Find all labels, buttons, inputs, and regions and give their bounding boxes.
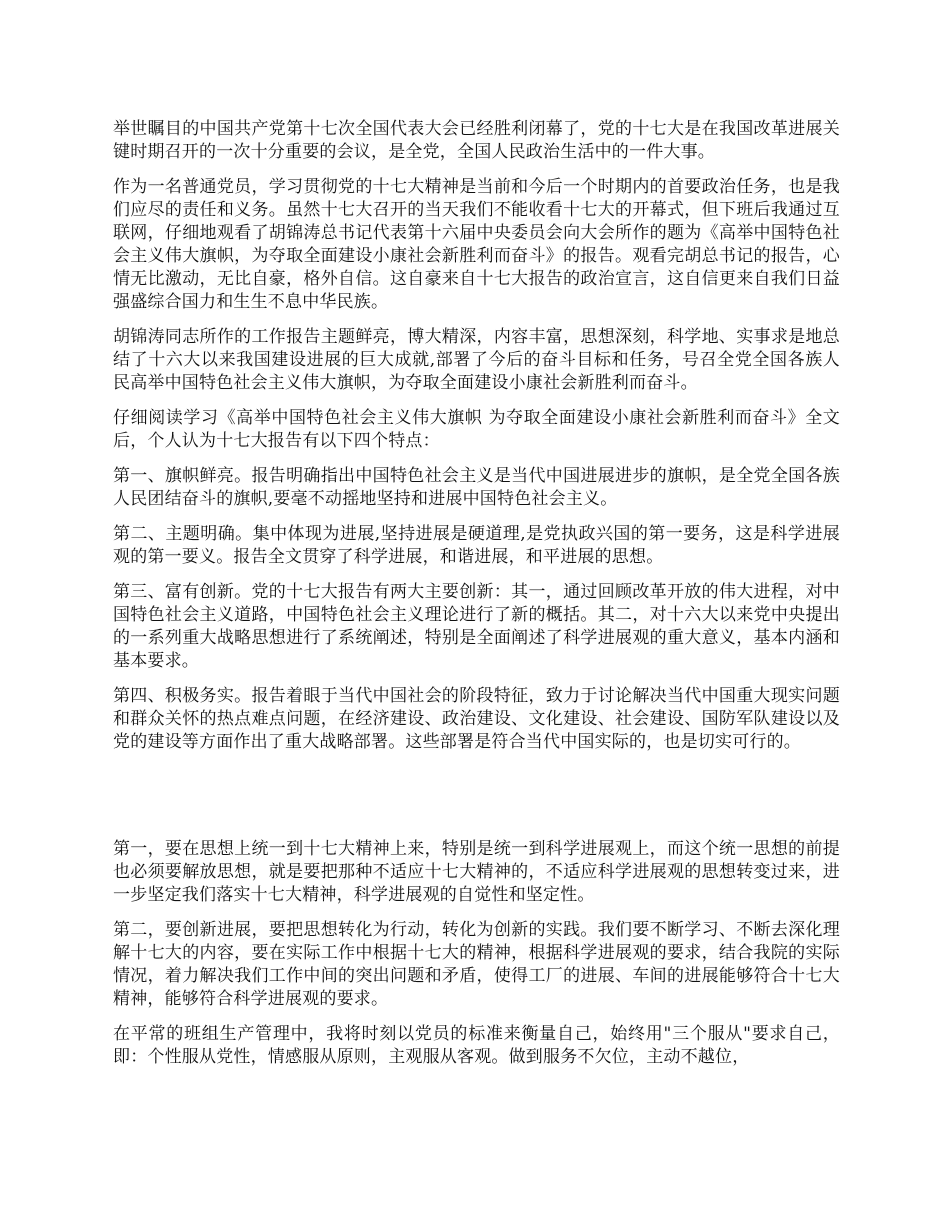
paragraph-report-summary: 胡锦涛同志所作的工作报告主题鲜亮，博大精深，内容丰富，思想深刻，科学地、实事求是地总结了十六大以来我国建设进展的巨大成就,部署了今后的奋斗目标和任务，号召全党全国各族人民高举中国特色社会主义伟大旗帜，为夺取全面建设小康社会新胜利而奋斗。 [113, 327, 840, 393]
paragraph-feature-4: 第四、积极务实。报告着眼于当代中国社会的阶段特征，致力于讨论解决当代中国重大现实问题和群众关怀的热点难点问题，在经济建设、政治建设、文化建设、社会建设、国防军队建设以及党的建设等方面作出了重大战略部署。这些部署是符合当代中国实际的，也是切实可行的。 [113, 686, 840, 752]
paragraph-action-2: 第二，要创新进展，要把思想转化为行动，转化为创新的实践。我们要不断学习、不断去深化理解十七大的内容，要在实际工作中根据十七大的精神，根据科学进展观的要求，结合我院的实际情况，着力解决我们工作中间的突出问题和矛盾，使得工厂的进展、车间的进展能够符合十七大精神，能够符合科学进展观的要求。 [113, 920, 840, 1009]
section-spacer [113, 766, 840, 838]
paragraph-four-features-intro: 仔细阅读学习《高举中国特色社会主义伟大旗帜 为夺取全面建设小康社会新胜利而奋斗》全文后，个人认为十七大报告有以下四个特点： [113, 408, 840, 451]
paragraph-action-1: 第一，要在思想上统一到十七大精神上来，特别是统一到科学进展观上，而这个统一思想的前提也必须要解放思想，就是要把那种不适应十七大精神的，不适应科学进展观的思想转变过来，进一步坚定我们落实十七大精神，科学进展观的自觉性和坚定性。 [113, 839, 840, 905]
paragraph-feature-2: 第二、主题明确。集中体现为进展,坚持进展是硬道理,是党执政兴国的第一要务，这是科学进展观的第一要义。报告全文贯穿了科学进展，和谐进展，和平进展的思想。 [113, 524, 840, 567]
paragraph-team-management: 在平常的班组生产管理中，我将时刻以党员的标准来衡量自己，始终用"三个服从"要求自己，即：个性服从党性，情感服从原则，主观服从客观。做到服务不欠位，主动不越位， [113, 1024, 840, 1067]
paragraph-study-report: 作为一名普通党员，学习贯彻党的十七大精神是当前和今后一个时期内的首要政治任务，也是我们应尽的责任和义务。虽然十七大召开的当天我们不能收看十七大的开幕式，但下班后我通过互联网，仔细地观看了胡锦涛总书记代表第十六届中央委员会向大会所作的题为《高举中国特色社会主义伟大旗帜，为夺取全面建设小康社会新胜利而奋斗》的报告。观看完胡总书记的报告，心情无比激动，无比自豪，格外自信。这自豪来自十七大报告的政治宣言，这自信更来自我们日益强盛综合国力和生生不息中华民族。 [113, 177, 840, 312]
document-body [113, 118, 840, 1081]
paragraph-feature-3: 第三、富有创新。党的十七大报告有两大主要创新：其一，通过回顾改革开放的伟大进程，对中国特色社会主义道路，中国特色社会主义理论进行了新的概括。其二，对十六大以来党中央提出的一系列重大战略思想进行了系统阐述，特别是全面阐述了科学进展观的重大意义，基本内涵和基本要求。 [113, 582, 840, 671]
paragraph-opening: 举世瞩目的中国共产党第十七次全国代表大会已经胜利闭幕了，党的十七大是在我国改革进展关键时期召开的一次十分重要的会议，是全党，全国人民政治生活中的一件大事。 [113, 119, 840, 162]
paragraph-feature-1: 第一、旗帜鲜亮。报告明确指出中国特色社会主义是当代中国进展进步的旗帜，是全党全国各族人民团结奋斗的旗帜,要毫不动摇地坚持和进展中国特色社会主义。 [113, 466, 840, 509]
